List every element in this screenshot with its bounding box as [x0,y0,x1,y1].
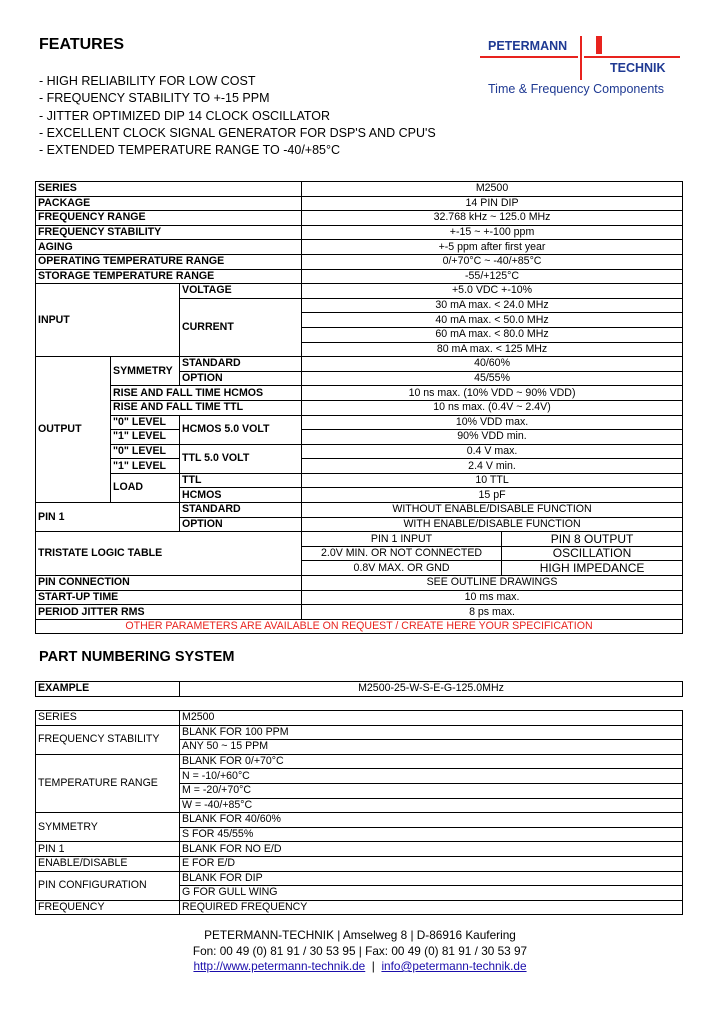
freq-stab-label: FREQUENCY STABILITY [36,225,302,240]
footer-separator: | [365,959,382,973]
pn-pin-config-label: PIN CONFIGURATION [36,871,180,900]
level0-label: "0" LEVEL [111,415,180,430]
current-value: 30 mA max. < 24.0 MHz [302,298,683,313]
aging-label: AGING [36,240,302,255]
pn-symmetry-value: S FOR 45/55% [180,827,683,842]
pn-freq-stab-value: ANY 50 ~ 15 PPM [180,740,683,755]
features-title: FEATURES [39,36,125,53]
current-value: 80 mA max. < 125 MHz [302,342,683,357]
package-value: 14 PIN DIP [302,196,683,211]
sym-standard-value: 40/60% [302,357,683,372]
footer-phone-fax: Fon: 00 49 (0) 81 91 / 30 53 95 | Fax: 00 49 (0) 81 91 / 30 53 97 [192,944,528,958]
pn-series-value: M2500 [180,711,683,726]
table-row [36,725,683,740]
startup-value: 10 ms max. [302,590,683,605]
table-row [36,842,683,857]
hcmos-label: HCMOS [180,488,302,503]
table-row [36,415,683,430]
table-row [36,225,683,240]
pin1-standard-value: WITHOUT ENABLE/DISABLE FUNCTION [302,503,683,518]
level1-label: "1" LEVEL [111,430,180,445]
tristate-r1c1: 2.0V MIN. OR NOT CONNECTED [302,546,502,561]
pn-symmetry-value: BLANK FOR 40/60% [180,813,683,828]
current-value: 40 mA max. < 50.0 MHz [302,313,683,328]
series-label: SERIES [36,182,302,197]
voltage-label: VOLTAGE [180,284,302,299]
company-logo [480,34,680,104]
pn-frequency-value: REQUIRED FREQUENCY [180,900,683,915]
logo-red-block [596,36,602,54]
table-row [36,473,683,488]
aging-value: +-5 ppm after first year [302,240,683,255]
part-numbering-title: PART NUMBERING SYSTEM [39,649,235,665]
freq-stab-value: +-15 ~ +-100 ppm [302,225,683,240]
current-value: 60 mA max. < 80.0 MHz [302,327,683,342]
pn-pin-config-value: BLANK FOR DIP [180,871,683,886]
rise-hcmos-value: 10 ns max. (10% VDD ~ 90% VDD) [302,386,683,401]
feature-item: - FREQUENCY STABILITY TO +-15 PPM [39,91,270,106]
table-row [36,284,683,299]
table-row [36,605,683,620]
freq-range-label: FREQUENCY RANGE [36,211,302,226]
pn-pin1-value: BLANK FOR NO E/D [180,842,683,857]
rise-hcmos-label: RISE AND FALL TIME HCMOS [111,386,302,401]
pn-temp-value: N = -10/+60°C [180,769,683,784]
ttl-label: TTL [180,473,302,488]
table-row [36,196,683,211]
standard-label: STANDARD [180,357,302,372]
example-value: M2500-25-W-S-E-G-125.0MHz [180,682,683,697]
st-temp-value: -55/+125°C [302,269,683,284]
table-row [36,619,683,634]
pn-frequency-label: FREQUENCY [36,900,180,915]
table-row [36,240,683,255]
features-list [39,73,436,159]
other-params-note: OTHER PARAMETERS ARE AVAILABLE ON REQUEST / CREATE HERE YOUR SPECIFICATION [36,619,683,634]
pn-pin1-value: E FOR E/D [180,856,683,871]
table-row [36,871,683,886]
table-row [36,182,683,197]
tristate-head2: PIN 8 OUTPUT [502,532,683,547]
level0-label: "0" LEVEL [111,444,180,459]
rise-ttl-value: 10 ns max. (0.4V ~ 2.4V) [302,400,683,415]
part-number-table [35,710,683,915]
sym-option-value: 45/55% [302,371,683,386]
current-label: CURRENT [180,298,302,356]
logo-left-rule [480,56,578,58]
jitter-value: 8 ps max. [302,605,683,620]
op-temp-label: OPERATING TEMPERATURE RANGE [36,254,302,269]
pn-pin-config-value: G FOR GULL WING [180,886,683,901]
table-row [36,532,683,547]
table-row [36,444,683,459]
example-table [35,681,683,697]
startup-label: START-UP TIME [36,590,302,605]
pin1-option-value: WITH ENABLE/DISABLE FUNCTION [302,517,683,532]
level1-label: "1" LEVEL [111,459,180,474]
tristate-r2c2: HIGH IMPEDANCE [502,561,683,576]
footer-links [0,959,720,973]
table-row [36,900,683,915]
option-label: OPTION [180,517,302,532]
table-row [36,590,683,605]
pn-pin1-label: PIN 1 [36,842,180,857]
table-row [36,400,683,415]
package-label: PACKAGE [36,196,302,211]
jitter-label: PERIOD JITTER RMS [36,605,302,620]
table-row [36,430,683,445]
load-hcmos-value: 15 pF [302,488,683,503]
table-row [36,386,683,401]
table-row [36,856,683,871]
pn-enable-label: ENABLE/DISABLE [36,856,180,871]
tristate-label: TRISTATE LOGIC TABLE [36,532,302,576]
hcmos-0-value: 10% VDD max. [302,415,683,430]
table-row [36,711,683,726]
spec-table [35,181,683,634]
table-row [36,576,683,591]
tristate-r1c2: OSCILLATION [502,546,683,561]
table-row [36,459,683,474]
ttl-0-value: 0.4 V max. [302,444,683,459]
pn-series-label: SERIES [36,711,180,726]
table-row [36,682,683,697]
pin-conn-value: SEE OUTLINE DRAWINGS [302,576,683,591]
input-label: INPUT [36,284,180,357]
email-link[interactable]: info@petermann-technik.de [381,959,527,973]
table-row [36,211,683,226]
series-value: M2500 [302,182,683,197]
hcmos5-label: HCMOS 5.0 VOLT [180,415,302,444]
rise-ttl-label: RISE AND FALL TIME TTL [111,400,302,415]
option-label: OPTION [180,371,302,386]
load-ttl-value: 10 TTL [302,473,683,488]
ttl-1-value: 2.4 V min. [302,459,683,474]
standard-label: STANDARD [180,503,302,518]
load-label: LOAD [111,473,180,502]
logo-vertical-bar [580,36,582,80]
feature-item: - JITTER OPTIMIZED DIP 14 CLOCK OSCILLATOR [39,108,331,123]
pin1-label: PIN 1 [36,503,180,532]
feature-item: - HIGH RELIABILITY FOR LOW COST [39,74,256,88]
table-row [36,254,683,269]
feature-item: - EXCELLENT CLOCK SIGNAL GENERATOR FOR DSP'S AND CPU'S [39,125,436,140]
pn-freq-stab-label: FREQUENCY STABILITY [36,725,180,754]
website-link[interactable]: http://www.petermann-technik.de [193,959,366,973]
output-label: OUTPUT [36,357,111,503]
table-row [36,269,683,284]
pn-temp-label: TEMPERATURE RANGE [36,754,180,812]
logo-name-petermann: PETERMANN [488,39,568,53]
table-row [36,754,683,769]
logo-tagline: Time & Frequency Components [488,82,665,96]
symmetry-label: SYMMETRY [111,357,180,386]
logo-name-technik: TECHNIK [610,61,666,75]
example-label: EXAMPLE [36,682,180,697]
hcmos-1-value: 90% VDD min. [302,430,683,445]
pn-symmetry-label: SYMMETRY [36,813,180,842]
pn-temp-value: BLANK FOR 0/+70°C [180,754,683,769]
tristate-head1: PIN 1 INPUT [302,532,502,547]
freq-range-value: 32.768 kHz ~ 125.0 MHz [302,211,683,226]
ttl5-label: TTL 5.0 VOLT [180,444,302,473]
feature-item: - EXTENDED TEMPERATURE RANGE TO -40/+85°C [39,143,341,158]
pin-conn-label: PIN CONNECTION [36,576,302,591]
table-row [36,503,683,518]
tristate-r2c1: 0.8V MAX. OR GND [302,561,502,576]
voltage-value: +5.0 VDC +-10% [302,284,683,299]
table-row [36,813,683,828]
footer-address: PETERMANN-TECHNIK | Amselweg 8 | D-86916 Kaufering [204,928,516,942]
pn-freq-stab-value: BLANK FOR 100 PPM [180,725,683,740]
table-row [36,357,683,372]
logo-right-rule [584,56,680,58]
op-temp-value: 0/+70°C ~ -40/+85°C [302,254,683,269]
pn-temp-value: W = -40/+85°C [180,798,683,813]
st-temp-label: STORAGE TEMPERATURE RANGE [36,269,302,284]
pn-temp-value: M = -20/+70°C [180,783,683,798]
